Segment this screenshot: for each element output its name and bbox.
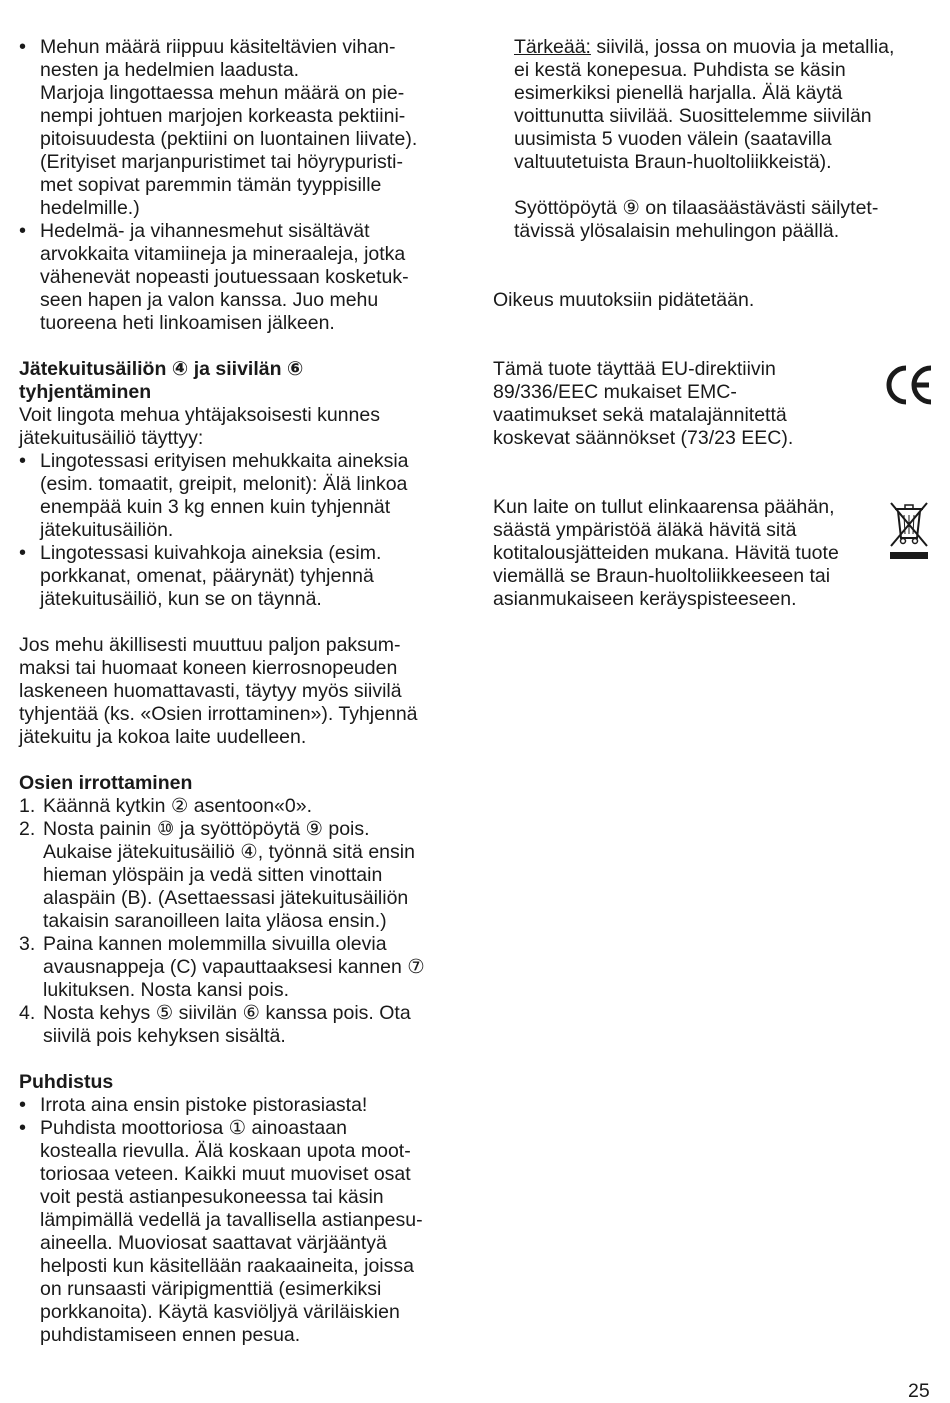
- storage-note: Syöttöpöytä ⑨ on tilaasäästävästi säilytet- tävissä ylösalaisin mehulingon päällä.: [514, 197, 879, 242]
- eu-compliance-text: Tämä tuote täyttää EU-direktiivin 89/336/EEC mukaiset EMC- vaatimukset sekä matalajännitettä koskevat säännökset (73/23 EEC).: [493, 358, 794, 449]
- section-heading-disassembly: Osien irrottaminen: [19, 772, 193, 794]
- step-item: 1. Käännä kytkin ② asentoon«0».: [19, 795, 313, 817]
- disposal-text: Kun laite on tullut elinkaarensa päähän, säästä ympäristöä äläkä hävitä sitä kotitalousjätteiden mukana. Hävitä tuote viemällä se Braun-huoltoliikkeeseen tai asianmukaiseen keräyspisteeseen.: [493, 496, 839, 610]
- crossed-out-bin-icon: [887, 500, 931, 562]
- section-heading-cleaning: Puhdistus: [19, 1071, 114, 1093]
- list-item: • Lingotessasi kuivahkoja aineksia (esim. porkkanat, omenat, päärynät) tyhjennä jätekuitusäiliö, kun se on täynnä.: [19, 542, 459, 611]
- left-column: [19, 36, 459, 1347]
- text-line: (Erityiset marjanpuristimet tai höyrypuristi-: [40, 151, 404, 173]
- text-line: tuoreena heti linkoamisen jälkeen.: [40, 312, 335, 334]
- step-item: 3. Paina kannen molemmilla sivuilla olevia avausnappeja (C) vapauttaaksesi kannen ⑦ lukituksen. Nosta kansi pois.: [19, 933, 425, 1001]
- text-line: seen hapen ja valon kanssa. Juo mehu: [40, 289, 379, 311]
- step-item: 4. Nosta kehys ⑤ siivilän ⑥ kanssa pois. Ota siivilä pois kehyksen sisältä.: [19, 1002, 411, 1047]
- disassembly-steps: [19, 795, 459, 1048]
- text-line: nesten ja hedelmien laadusta.: [40, 59, 300, 81]
- page-number: 25: [908, 1380, 930, 1402]
- text-line: hedelmille.): [40, 197, 140, 219]
- important-note: Tärkeää: siivilä, jossa on muovia ja metallia, ei kestä konepesua. Puhdista se käsin esimerkiksi pienellä harjalla. Älä käytä voittunutta siivilää. Suosittelemme siivilän uusimista 5 vuoden välein (saatavilla valtuutetuista Braun-huoltoliikkeistä).: [514, 36, 895, 173]
- text-line: met sopivat paremmin tämän tyyppisille: [40, 174, 382, 196]
- right-column: [493, 36, 933, 611]
- text-line: • Hedelmä- ja vihannesmehut sisältävät: [40, 220, 370, 242]
- section-heading-emptying: Jätekuitusäiliön ④ ja siivilän ⑥ tyhjentäminen: [19, 358, 304, 403]
- text-line: nempi johtuen marjojen korkeasta pektiini-: [40, 105, 406, 127]
- text-line: vähenevät nopeasti joutuessaan kosketuk-: [40, 266, 409, 288]
- text-line: Marjoja lingottaessa mehun määrä on pie-: [40, 82, 405, 104]
- list-item: • Lingotessasi erityisen mehukkaita aineksia (esim. tomaatit, greipit, melonit): Älä linkoa enempää kuin 3 kg ennen kuin tyhjennät jätekuitusäiliön.: [19, 450, 459, 542]
- text-line: pitoisuudesta (pektiini on luontainen liivate).: [40, 128, 418, 150]
- list-item: • Irrota aina ensin pistoke pistorasiasta!: [19, 1094, 459, 1117]
- list-item: • Puhdista moottoriosa ① ainoastaan kostealla rievulla. Älä koskaan upota moot- toriosaa veteen. Kaikki muut muoviset osat voit pestä astianpesukoneessa tai käsin lämpimällä vedellä ja tavallisella astianpesu- aineella. Muoviosat saattavat värjääntyä helposti kun käsitellään raakaaineita, joissa on runsaasti väripigmenttiä (esimerkiksi porkkanoita). Käytä kasviöljyä väriläiskien puhdistamiseen ennen pesua.: [19, 1117, 459, 1347]
- ce-mark-icon: [885, 364, 933, 406]
- important-label: Tärkeää:: [514, 36, 591, 58]
- emptying-bullet-list: [19, 450, 459, 611]
- step-item: 2. Nosta painin ⑩ ja syöttöpöytä ⑨ pois. Aukaise jätekuitusäiliö ④, työnnä sitä ensin hieman ylöspäin ja vedä sitten vinottain alaspäin (B). (Asettaessasi jätekuitusäiliön takaisin saranoilleen laita yläosa ensin.): [19, 818, 415, 932]
- list-item: [19, 36, 459, 220]
- list-item: [19, 220, 459, 335]
- intro-bullet-list: [19, 36, 459, 335]
- rights-reserved: Oikeus muutoksiin pidätetään.: [493, 289, 755, 311]
- emptying-intro: Voit lingota mehua yhtäjaksoisesti kunnes jätekuitusäiliö täyttyy:: [19, 404, 380, 449]
- text-line: arvokkaita vitamiineja ja mineraaleja, jotka: [40, 243, 406, 265]
- cleaning-bullet-list: [19, 1094, 459, 1347]
- text-line: • Mehun määrä riippuu käsiteltävien vihan-: [40, 36, 396, 58]
- emptying-paragraph: Jos mehu äkillisesti muuttuu paljon paksum- maksi tai huomaat koneen kierrosnopeuden laskeneen huomattavasti, täytyy myös siivilä tyhjentää (ks. «Osien irrottaminen»). Tyhjennä jätekuitu ja kokoa laite uudelleen.: [19, 634, 418, 748]
